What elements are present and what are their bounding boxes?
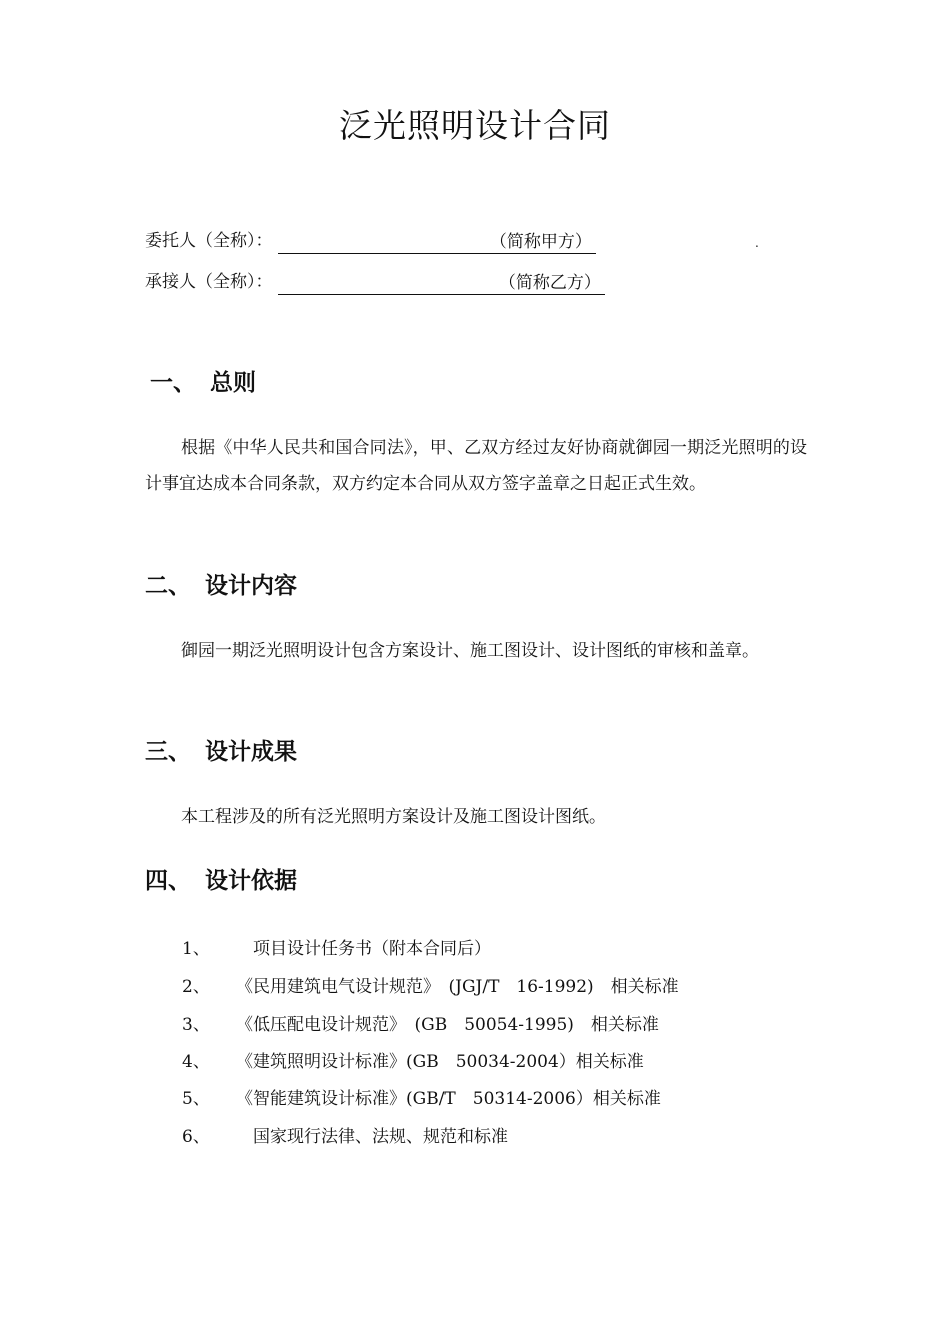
section-number: 一、: [150, 370, 196, 396]
list-item: [182, 1122, 508, 1147]
list-item: [182, 934, 491, 959]
client-name-blank: [278, 230, 596, 254]
list-item: [182, 1047, 644, 1072]
list-item-text: 《低压配电设计规范》 (GB 50054-1995) 相关标准: [236, 1015, 659, 1035]
contractor-label: 承接人（全称）：: [145, 272, 273, 292]
section-heading: [150, 364, 256, 397]
list-item: [182, 1084, 661, 1109]
client-label: 委托人（全称）：: [145, 231, 273, 251]
list-item-number: 6、: [182, 1127, 210, 1147]
client-short-name: （简称甲方）: [489, 232, 592, 252]
list-item: [182, 1010, 659, 1035]
contractor-short-name: （简称乙方）: [498, 273, 601, 293]
list-item-text: 《民用建筑电气设计规范》 (JGJ/T 16-1992) 相关标准: [236, 977, 679, 997]
section-body: 本工程涉及的所有泛光照明方案设计及施工图设计图纸。: [181, 807, 606, 827]
stray-mark: .: [755, 236, 759, 250]
section-heading: [145, 733, 297, 766]
list-item-text: 《智能建筑设计标准》(GB/T 50314-2006）相关标准: [236, 1089, 661, 1109]
contractor-row: [145, 269, 605, 295]
section-title: 设计内容: [205, 573, 297, 599]
section-heading: [145, 862, 297, 895]
section-body: 根据《中华人民共和国合同法》，甲、乙双方经过友好协商就御园一期泛光照明的设计事宜达成本合同条款，双方约定本合同从双方签字盖章之日起正式生效。: [145, 438, 807, 494]
contractor-name-blank: [278, 271, 605, 295]
section-body: 御园一期泛光照明设计包含方案设计、施工图设计、设计图纸的审核和盖章。: [181, 641, 759, 661]
list-item-number: 3、: [182, 1015, 210, 1035]
list-item-number: 2、: [182, 977, 210, 997]
section-title: 总则: [210, 370, 256, 396]
list-item-number: 1、: [182, 939, 210, 959]
client-row: [145, 228, 596, 254]
list-item-text: 项目设计任务书（附本合同后）: [236, 939, 491, 959]
document-title: 泛光照明设计合同: [339, 106, 611, 145]
list-item: [182, 972, 679, 997]
list-item-number: 4、: [182, 1052, 210, 1072]
section-title: 设计成果: [205, 739, 297, 765]
section-number: 二、: [145, 573, 191, 599]
section-title: 设计依据: [205, 868, 297, 894]
section-heading: [145, 567, 297, 600]
section-number: 三、: [145, 739, 191, 765]
list-item-text: 《建筑照明设计标准》(GB 50034-2004）相关标准: [236, 1052, 644, 1072]
list-item-number: 5、: [182, 1089, 210, 1109]
list-item-text: 国家现行法律、法规、规范和标准: [236, 1127, 508, 1147]
section-number: 四、: [145, 868, 191, 894]
